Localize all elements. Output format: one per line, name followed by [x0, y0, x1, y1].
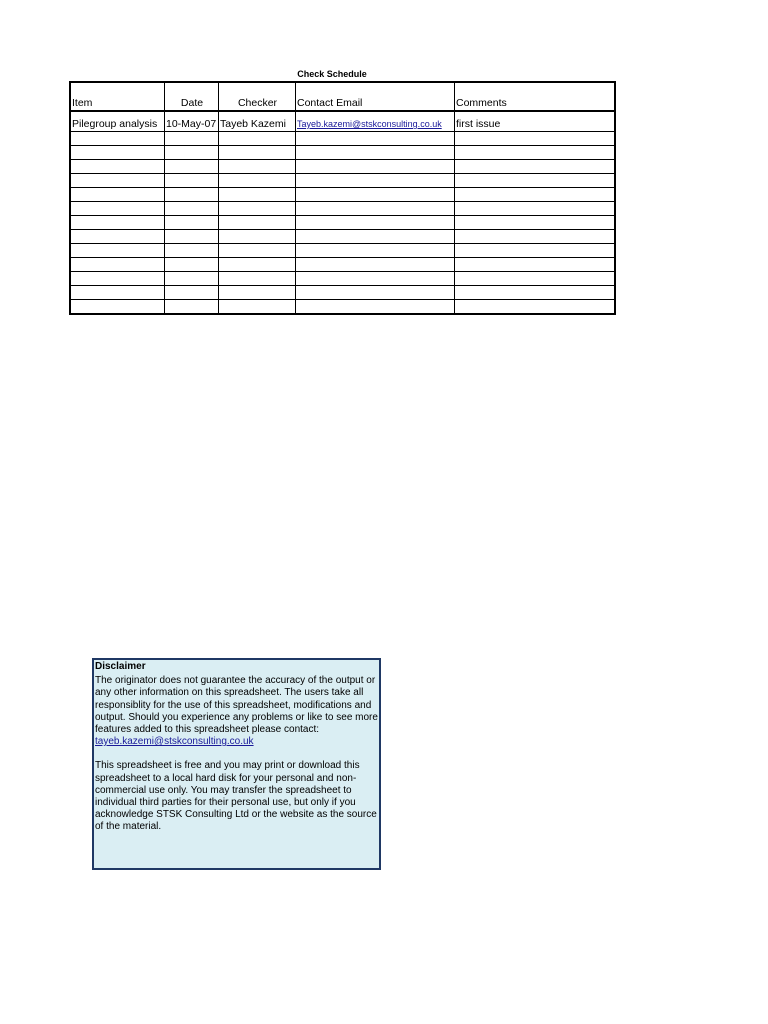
- empty-cell[interactable]: [296, 244, 455, 258]
- empty-cell[interactable]: [70, 132, 165, 146]
- empty-cell[interactable]: [455, 160, 616, 174]
- table-row: [70, 272, 615, 286]
- empty-cell[interactable]: [455, 132, 616, 146]
- empty-cell[interactable]: [296, 272, 455, 286]
- empty-cell[interactable]: [219, 216, 296, 230]
- empty-cell[interactable]: [165, 174, 219, 188]
- empty-cell[interactable]: [70, 230, 165, 244]
- empty-cell[interactable]: [219, 146, 296, 160]
- sheet-title: Check Schedule: [297, 69, 367, 79]
- empty-cell[interactable]: [70, 160, 165, 174]
- empty-cell[interactable]: [296, 188, 455, 202]
- table-row: [70, 300, 615, 315]
- cell-item[interactable]: Pilegroup analysis: [70, 111, 165, 132]
- table-row: [70, 174, 615, 188]
- empty-cell[interactable]: [296, 230, 455, 244]
- table-row: [70, 202, 615, 216]
- empty-cell[interactable]: [455, 244, 616, 258]
- empty-cell[interactable]: [296, 258, 455, 272]
- disclaimer-title: Disclaimer: [95, 661, 146, 672]
- empty-cell[interactable]: [165, 272, 219, 286]
- cell-contact-email[interactable]: [296, 111, 455, 132]
- empty-cell[interactable]: [165, 286, 219, 300]
- empty-cell[interactable]: [219, 132, 296, 146]
- check-schedule-table: [69, 81, 616, 315]
- empty-cell[interactable]: [70, 244, 165, 258]
- table-row: [70, 188, 615, 202]
- empty-cell[interactable]: [455, 202, 616, 216]
- empty-cell[interactable]: [296, 160, 455, 174]
- empty-cell[interactable]: [219, 202, 296, 216]
- empty-cell[interactable]: [296, 216, 455, 230]
- empty-cell[interactable]: [165, 230, 219, 244]
- empty-cell[interactable]: [165, 146, 219, 160]
- disclaimer-email-link[interactable]: tayeb.kazemi@stskconsulting.co.uk: [95, 736, 254, 748]
- table-row: [70, 132, 615, 146]
- header-date[interactable]: Date: [165, 82, 219, 111]
- empty-cell[interactable]: [219, 272, 296, 286]
- table-row: [70, 160, 615, 174]
- cell-checker[interactable]: Tayeb Kazemi: [219, 111, 296, 132]
- disclaimer-box: [92, 658, 381, 870]
- empty-cell[interactable]: [296, 202, 455, 216]
- empty-cell[interactable]: [455, 272, 616, 286]
- empty-cell[interactable]: [455, 146, 616, 160]
- empty-cell[interactable]: [219, 188, 296, 202]
- table-row: [70, 111, 615, 132]
- header-comments[interactable]: Comments: [455, 82, 616, 111]
- empty-cell[interactable]: [296, 300, 455, 315]
- table-row: [70, 244, 615, 258]
- empty-cell[interactable]: [165, 202, 219, 216]
- empty-cell[interactable]: [296, 286, 455, 300]
- empty-cell[interactable]: [219, 174, 296, 188]
- header-checker[interactable]: Checker: [219, 82, 296, 111]
- empty-cell[interactable]: [219, 258, 296, 272]
- empty-cell[interactable]: [455, 286, 616, 300]
- header-item[interactable]: Item: [70, 82, 165, 111]
- empty-cell[interactable]: [455, 258, 616, 272]
- empty-cell[interactable]: [455, 300, 616, 315]
- contact-email-link[interactable]: Tayeb.kazemi@stskconsulting.co.uk: [297, 119, 442, 129]
- table-row: [70, 146, 615, 160]
- table-row: [70, 230, 615, 244]
- disclaimer-paragraph-license: This spreadsheet is free and you may print or download this spreadsheet to a local hard disk for your personal and non-commercial use only. You may transfer the spreadsheet to individual third parties for their personal use, but only if you acknowledge STSK Consulting Ltd or the website as the source of the material.: [95, 760, 377, 833]
- empty-cell[interactable]: [70, 146, 165, 160]
- empty-cell[interactable]: [70, 272, 165, 286]
- empty-cell[interactable]: [70, 188, 165, 202]
- empty-cell[interactable]: [219, 300, 296, 315]
- empty-cell[interactable]: [165, 132, 219, 146]
- table-row: [70, 286, 615, 300]
- empty-cell[interactable]: [165, 300, 219, 315]
- empty-cell[interactable]: [219, 244, 296, 258]
- table-row: [70, 216, 615, 230]
- empty-cell[interactable]: [165, 216, 219, 230]
- table-row: [70, 258, 615, 272]
- header-contact-email[interactable]: Contact Email: [296, 82, 455, 111]
- empty-cell[interactable]: [296, 146, 455, 160]
- empty-cell[interactable]: [455, 230, 616, 244]
- cell-comments[interactable]: first issue: [455, 111, 616, 132]
- empty-cell[interactable]: [296, 132, 455, 146]
- empty-cell[interactable]: [70, 300, 165, 315]
- empty-cell[interactable]: [70, 174, 165, 188]
- empty-cell[interactable]: [455, 174, 616, 188]
- empty-cell[interactable]: [165, 258, 219, 272]
- empty-cell[interactable]: [70, 258, 165, 272]
- empty-cell[interactable]: [219, 160, 296, 174]
- cell-date[interactable]: 10-May-07: [165, 111, 219, 132]
- empty-cell[interactable]: [165, 244, 219, 258]
- empty-cell[interactable]: [70, 202, 165, 216]
- empty-cell[interactable]: [70, 286, 165, 300]
- empty-cell[interactable]: [165, 188, 219, 202]
- empty-cell[interactable]: [455, 188, 616, 202]
- empty-cell[interactable]: [219, 286, 296, 300]
- empty-cell[interactable]: [219, 230, 296, 244]
- empty-cell[interactable]: [296, 174, 455, 188]
- empty-cell[interactable]: [165, 160, 219, 174]
- table-header-row: [70, 82, 615, 111]
- empty-cell[interactable]: [70, 216, 165, 230]
- disclaimer-paragraph-accuracy: The originator does not guarantee the accuracy of the output or any other information on this spreadsheet. The users take all responsiblity for the use of this spreadsheet, modifications and output. Should you experience any problems or like to see more features added to this spreadsheet please contact:: [95, 675, 378, 736]
- empty-cell[interactable]: [455, 216, 616, 230]
